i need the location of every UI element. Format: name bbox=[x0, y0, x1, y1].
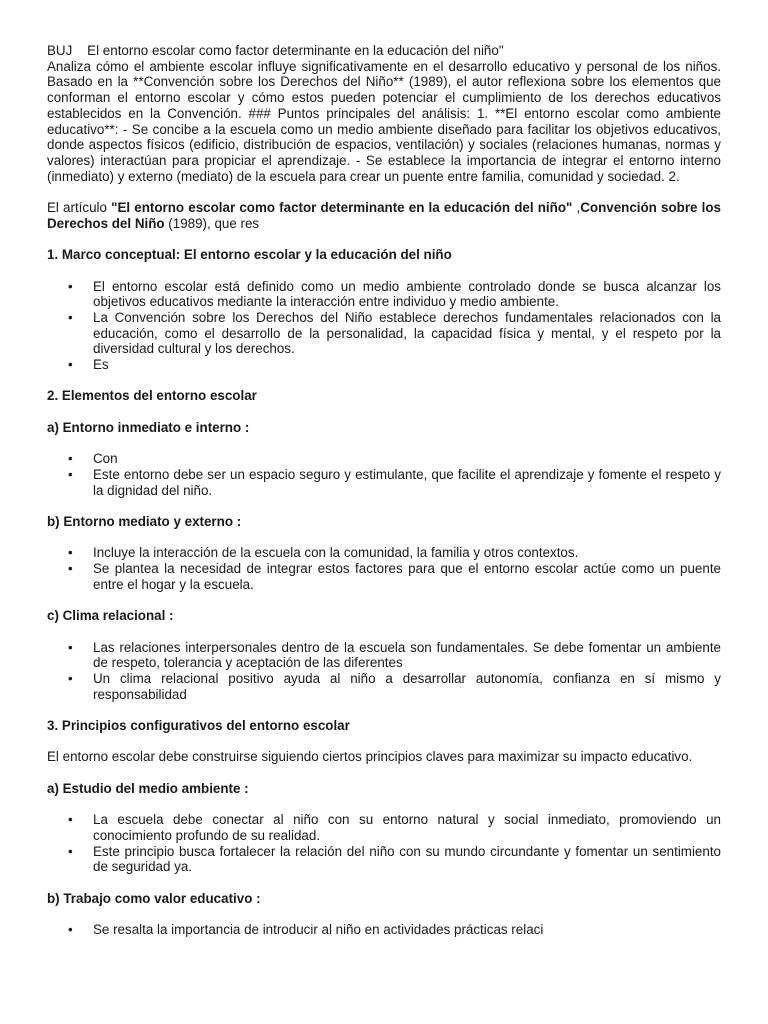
list-item: • Este entorno debe ser un espacio seguro y estimulante, que facilite el aprendizaje y fomente el respeto y la dignidad del niño. bbox=[93, 467, 721, 498]
article-title: "El entorno escolar como factor determinante en la educación del niño" bbox=[111, 200, 573, 216]
list-item: • El entorno escolar está definido como un medio ambiente controlado donde se busca alcanzar los objetivos educativos mediante la interacción entre individuo y medio ambiente. bbox=[93, 279, 721, 310]
bullet-list-clima-relacional bbox=[47, 640, 721, 703]
list-item: • Un clima relacional positivo ayuda al niño a desarrollar autonomía, confianza en sí mismo y responsabilidad bbox=[93, 671, 721, 702]
subsection-heading-entorno-inmediato: a) Entorno inmediato e interno : bbox=[47, 419, 250, 435]
list-item: • Con bbox=[93, 451, 721, 467]
principios-paragraph: El entorno escolar debe construirse siguiendo ciertos principios claves para maximizar su impacto educativo. bbox=[47, 749, 693, 765]
section-heading-marco-conceptual: 1. Marco conceptual: El entorno escolar y la educación del niño bbox=[47, 247, 452, 263]
list-item: • Se resalta la importancia de introducir al niño en actividades prácticas relaci bbox=[93, 922, 721, 938]
intro-title-line: BUJ El entorno escolar como factor determinante en la educación del niño" bbox=[47, 43, 504, 58]
bullet-list-entorno-mediato bbox=[47, 545, 721, 592]
section-heading-elementos: 2. Elementos del entorno escolar bbox=[47, 388, 257, 404]
bullet-list-trabajo bbox=[47, 922, 721, 938]
subsection-heading-clima-relacional: c) Clima relacional : bbox=[47, 608, 174, 624]
list-item: • La escuela debe conectar al niño con su entorno natural y social inmediato, promoviendo un conocimiento profundo de su realidad. bbox=[93, 812, 721, 843]
article-prefix: El artículo bbox=[47, 200, 112, 216]
section-heading-principios: 3. Principios configurativos del entorno escolar bbox=[47, 718, 350, 734]
article-paragraph bbox=[47, 200, 721, 231]
list-item: • Este principio busca fortalecer la relación del niño con su mundo circundante y fomentar un sentimiento de seguridad ya. bbox=[93, 844, 721, 875]
list-item: • Se plantea la necesidad de integrar estos factores para que el entorno escolar actúe como un puente entre el hogar y la escuela. bbox=[93, 561, 721, 592]
list-item: • Incluye la interacción de la escuela con la comunidad, la familia y otros contextos. bbox=[93, 545, 721, 561]
article-middle: , bbox=[572, 200, 581, 216]
subsection-heading-estudio-medio: a) Estudio del medio ambiente : bbox=[47, 780, 249, 796]
list-item: • La Convención sobre los Derechos del Niño establece derechos fundamentales relacionados con la educación, como el desarrollo de la personalidad, la capacidad física y mental, y el respeto por la diversidad cultural y los derechos. bbox=[93, 310, 721, 357]
article-suffix: (1989), que res bbox=[164, 215, 260, 231]
intro-paragraph: Analiza cómo el ambiente escolar influye significativamente en el desarrollo educativo y personal de los niños. Basado en la **Convención sobre los Derechos del Niño** (1989), el autor reflexiona sobre los elementos que conforman el entorno escolar y cómo estos pueden potenciar el cumplimiento de los derechos educativos establecidos en la Convención. ### Puntos principales del análisis: 1. **El entorno escolar como ambiente educativo**: - Se concibe a la escuela como un medio ambiente diseñado para facilitar los objetivos educativos, donde aspectos físicos (edificio, distribución de espacios, ventilación) y sociales (relaciones humanas, normas y valores) interactúan para propiciar el aprendizaje. - Se establece la importancia de integrar el entorno interno (inmediato) y externo (mediato) de la escuela para crear un puente entre familia, comunidad y sociedad. 2. bbox=[47, 58, 721, 184]
subsection-heading-entorno-mediato: b) Entorno mediato y externo : bbox=[47, 513, 242, 529]
bullet-list-marco-conceptual bbox=[47, 279, 721, 373]
subsection-heading-trabajo: b) Trabajo como valor educativo : bbox=[47, 890, 261, 906]
article-convention: Convención sobre los Derechos del Niño bbox=[47, 200, 721, 231]
list-item: • Las relaciones interpersonales dentro de la escuela son fundamentales. Se debe fomentar un ambiente de respeto, tolerancia y aceptación de las diferentes bbox=[93, 640, 721, 671]
list-item: • Es bbox=[93, 357, 721, 373]
bullet-list-estudio-medio bbox=[47, 812, 721, 875]
bullet-list-entorno-inmediato bbox=[47, 451, 721, 498]
